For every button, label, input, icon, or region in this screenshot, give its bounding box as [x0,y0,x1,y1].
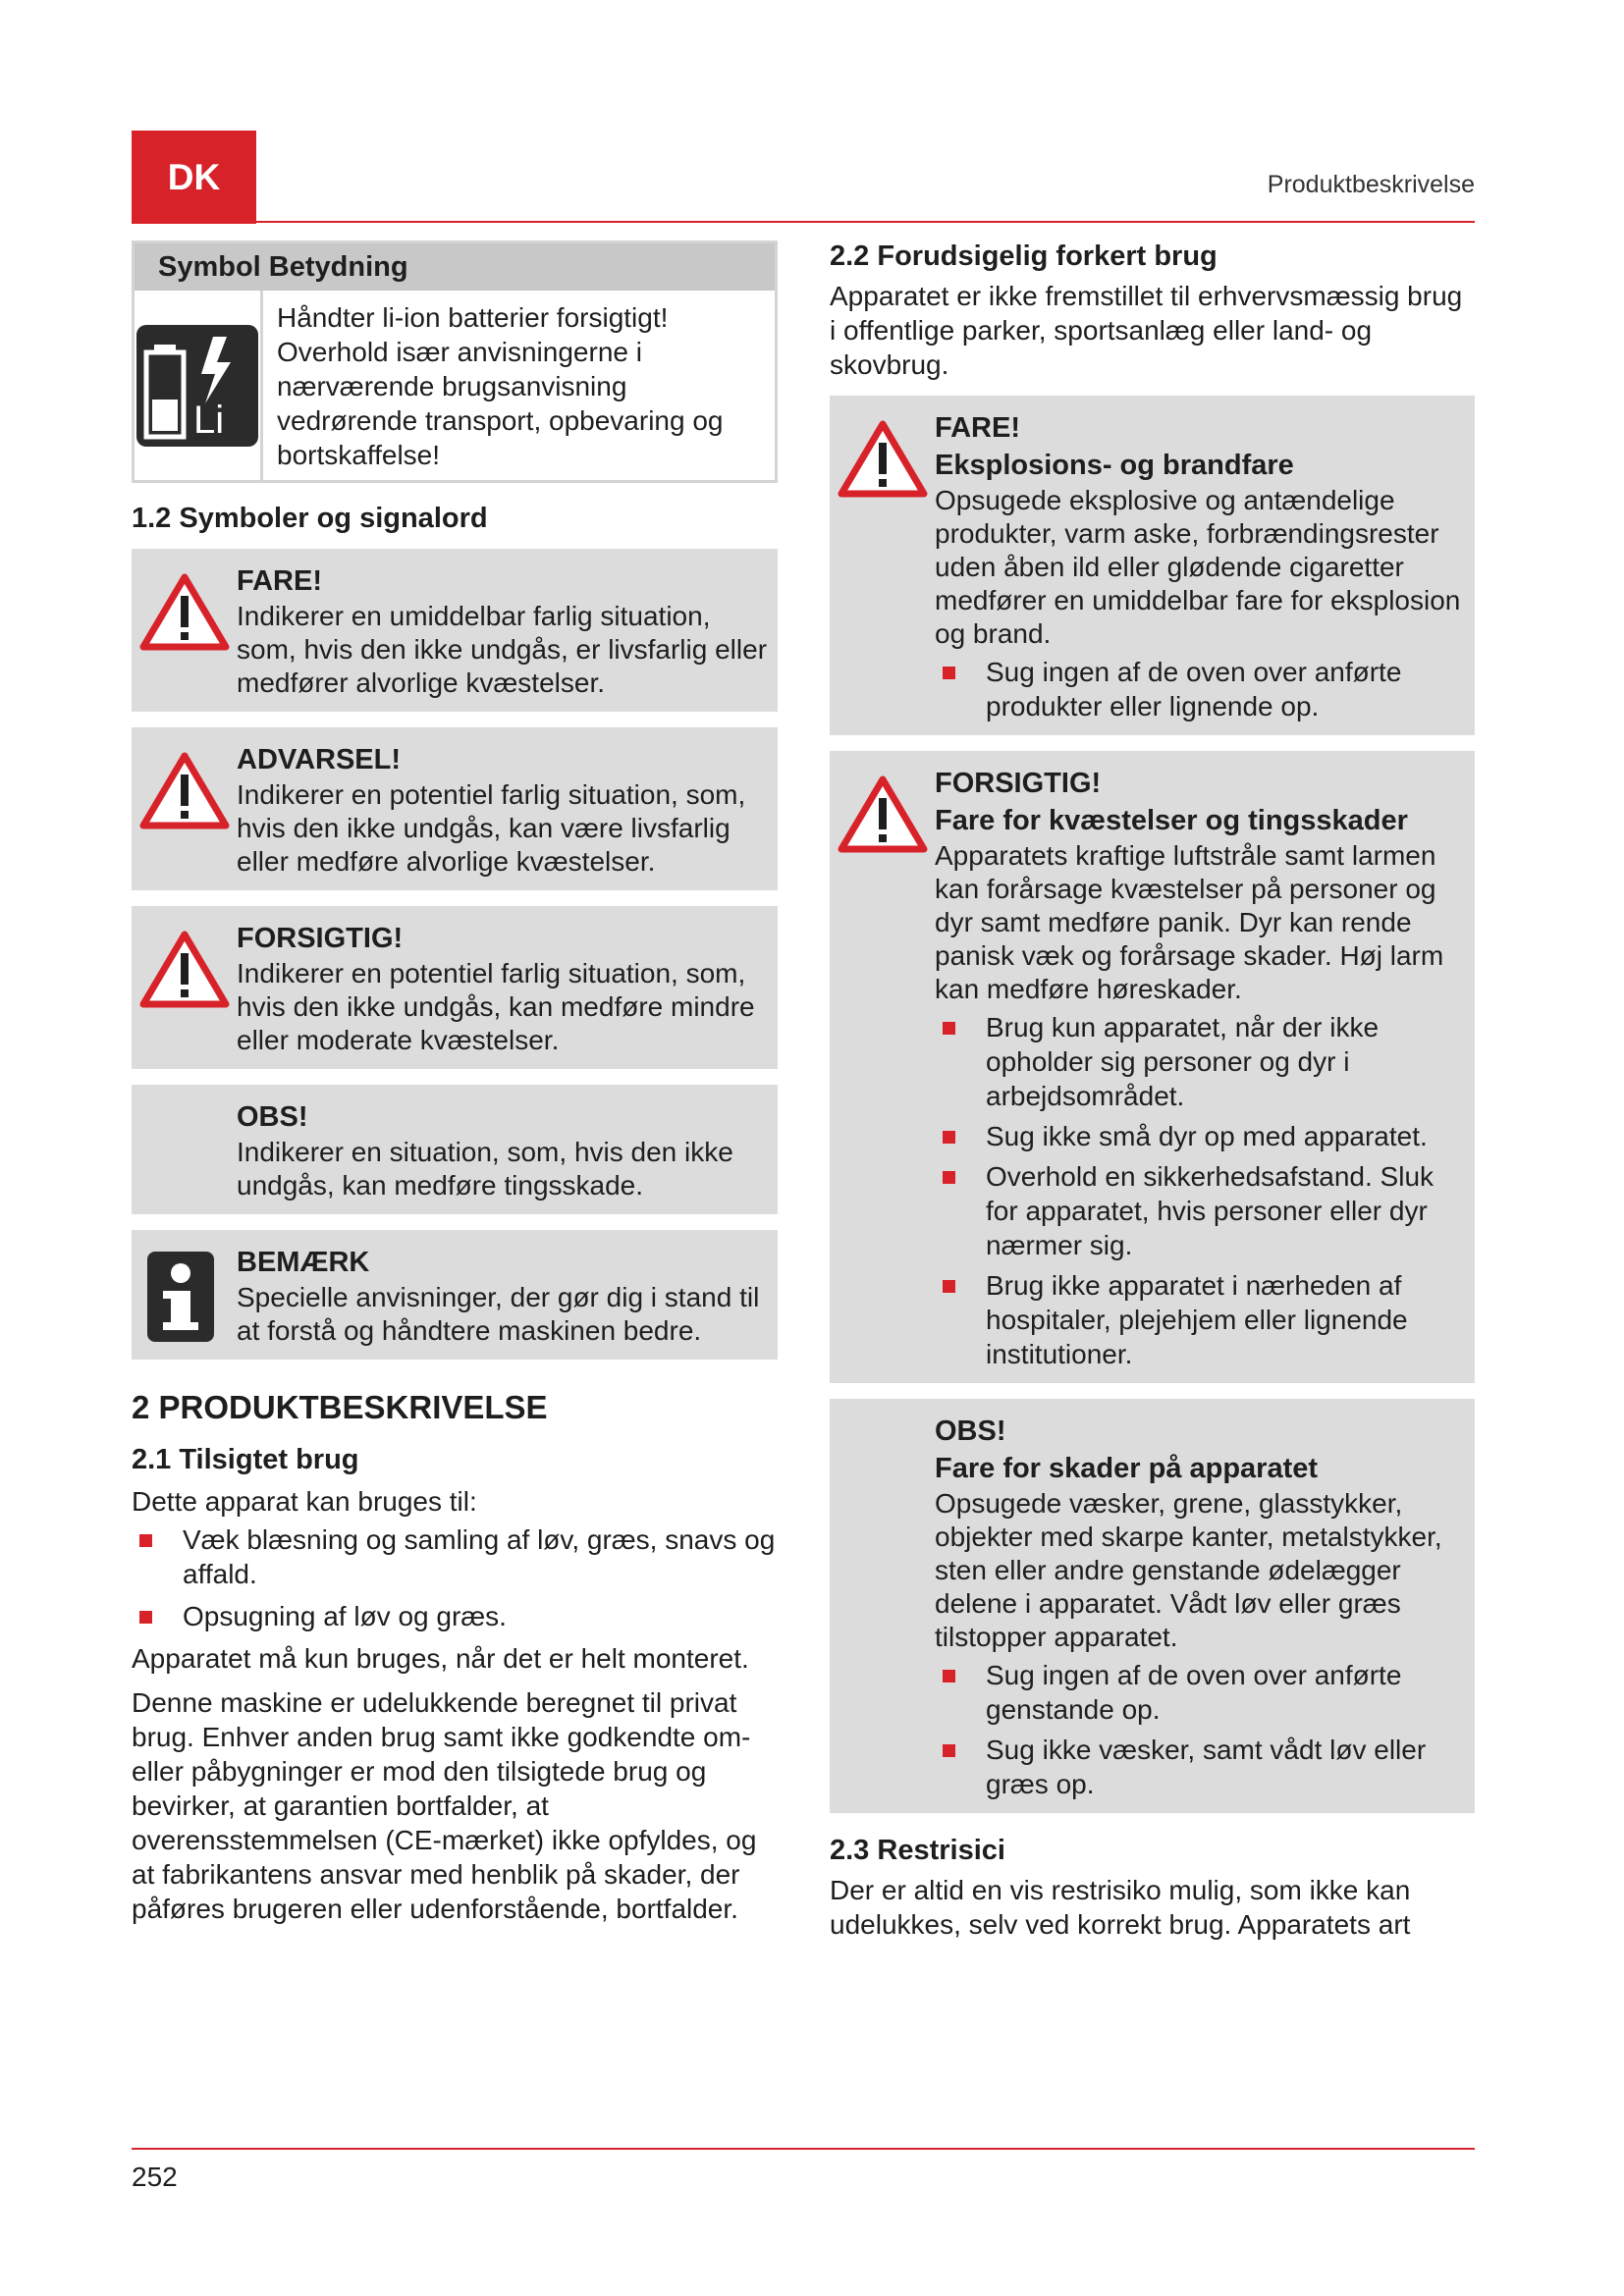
page-number: 252 [132,2162,178,2192]
notice-heading: FORSIGTIG! [237,923,404,954]
info-icon [145,1250,216,1344]
notice-forsigtig [132,906,778,1069]
paragraph-private-use: Denne maskine er udelukkende beregnet til privat brug. Enhver anden brug samt ikke godkendte om- eller påbygninger er mod den tilsigtede brug og bevirker, at garantien bortfalder, at overensstemmelsen (CE-mærket) ikke opfyldes, og at fabrikantens ansvar med henblik på skader, der påføres brugeren eller udenforstående, bortfalder. [132,1687,757,1924]
list-item: Sug ingen af de oven over anførte produkter eller lignende op. [935,655,1465,723]
left-column [132,240,778,1926]
notice-heading: FARE! [237,565,322,597]
paragraph-intended-use: Dette apparat kan bruges til: [132,1486,477,1517]
notice-subheading: Eksplosions- og brandfare [935,450,1294,481]
warning-triangle-icon [139,572,230,651]
notice-text: Indikerer en situation, som, hvis den ikke undgås, kan medføre tingsskade. [237,1137,733,1201]
list-item: Sug ikke væsker, samt vådt løv eller græs op. [935,1733,1465,1801]
list-item: Sug ingen af de oven over anførte genstande op. [935,1658,1465,1727]
notice-list [935,1010,1465,1371]
symbol-table [132,240,778,483]
warning-triangle-icon [838,774,928,853]
list-item: Sug ikke små dyr op med apparatet. [935,1119,1465,1153]
paragraph-misuse: Apparatet er ikke fremstillet til erhvervsmæssig brug i offentlige parker, sportsanlæg eller land- og skovbrug. [830,281,1463,380]
notice-text: Apparatets kraftige luftstråle samt larmen kan forårsage kvæstelser på personer og dyr samt medføre panik. Dyr kan rende panisk væk og forårsage skader. Høj larm kan medføre høreskader. [935,840,1444,1004]
notice-heading: FORSIGTIG! [935,768,1102,799]
footer-rule [132,2148,1475,2150]
right-column [830,240,1475,1942]
notice-damage [830,1399,1475,1813]
language-tab [132,131,256,224]
paragraph-residual-risk: Der er altid en vis restrisiko mulig, som ikke kan udelukkes, selv ved korrekt brug. Apparatets art [830,1875,1411,1940]
notice-heading: OBS! [935,1415,1006,1447]
list-item: Opsugning af løv og græs. [132,1599,778,1633]
notice-injury [830,751,1475,1383]
notice-heading: ADVARSEL! [237,744,402,775]
language-code: DK [167,156,221,197]
heading-1-2: 1.2 Symboler og signalord [132,503,488,534]
notice-text: Indikerer en potentiel farlig situation, som, hvis den ikke undgås, kan medføre mindre eller moderate kvæstelser. [237,958,755,1055]
list-item: Brug kun apparatet, når der ikke opholder sig personer og dyr i arbejdsområdet. [935,1010,1465,1113]
li-ion-battery-icon [135,323,260,449]
heading-2: 2 PRODUKTBESKRIVELSE [132,1389,548,1425]
list-item: Overhold en sikkerhedsafstand. Sluk for apparatet, hvis personer eller dyr nærmer sig. [935,1159,1465,1262]
heading-2-2: 2.2 Forudsigelig forkert brug [830,240,1218,272]
header-rule [132,221,1475,223]
notice-heading: OBS! [237,1101,308,1133]
notice-list [935,655,1465,723]
notice-text: Indikerer en potentiel farlig situation, som, hvis den ikke undgås, kan være livsfarlig eller medføre alvorlige kvæstelser. [237,779,746,877]
warning-triangle-icon [139,930,230,1008]
symbol-table-row [135,291,775,480]
notice-text: Indikerer en umiddelbar farlig situation, som, hvis den ikke undgås, er livsfarlig eller medfører alvorlige kvæstelser. [237,601,768,698]
warning-triangle-icon [838,419,928,498]
heading-2-1: 2.1 Tilsigtet brug [132,1444,359,1475]
symbol-meaning: Håndter li-ion batterier forsigtigt! Overhold især anvisningerne i nærværende brugsanvisning vedrørende transport, opbevaring og bortskaffelse! [277,302,724,470]
notice-list [935,1658,1465,1801]
notice-text: Specielle anvisninger, der gør dig i stand til at forstå og håndtere maskinen bedre. [237,1282,760,1346]
list-item: Væk blæsning og samling af løv, græs, snavs og affald. [132,1522,778,1591]
notice-subheading: Fare for kvæstelser og tingsskader [935,805,1408,836]
notice-explosion [830,396,1475,735]
symbol-cell [135,291,263,480]
notice-subheading: Fare for skader på apparatet [935,1453,1319,1484]
li-label: Li [193,398,225,442]
notice-bemaerk [132,1230,778,1360]
header-section-title: Produktbeskrivelse [1267,171,1475,198]
notice-text: Opsugede væsker, grene, glasstykker, objekter med skarpe kanter, metalstykker, sten eller andre genstande ødelægger delene i apparatet. Vådt løv eller græs tilstopper apparatet. [935,1488,1442,1652]
notice-obs [132,1085,778,1214]
heading-2-3: 2.3 Restrisici [830,1835,1005,1866]
warning-triangle-icon [139,751,230,829]
paragraph-assembly: Apparatet må kun bruges, når det er helt monteret. [132,1643,749,1674]
notice-heading: FARE! [935,412,1020,444]
notice-heading: BEMÆRK [237,1247,370,1278]
notice-text: Opsugede eksplosive og antændelige produkter, varm aske, forbrændingsrester uden åben ild eller glødende cigaretter medfører en umiddelbar fare for eksplosion og brand. [935,485,1461,649]
intended-use-list [132,1522,778,1633]
notice-advarsel [132,727,778,890]
symbol-table-header: Symbol Betydning [135,243,775,291]
notice-fare [132,549,778,712]
list-item: Brug ikke apparatet i nærheden af hospitaler, plejehjem eller lignende institutioner. [935,1268,1465,1371]
